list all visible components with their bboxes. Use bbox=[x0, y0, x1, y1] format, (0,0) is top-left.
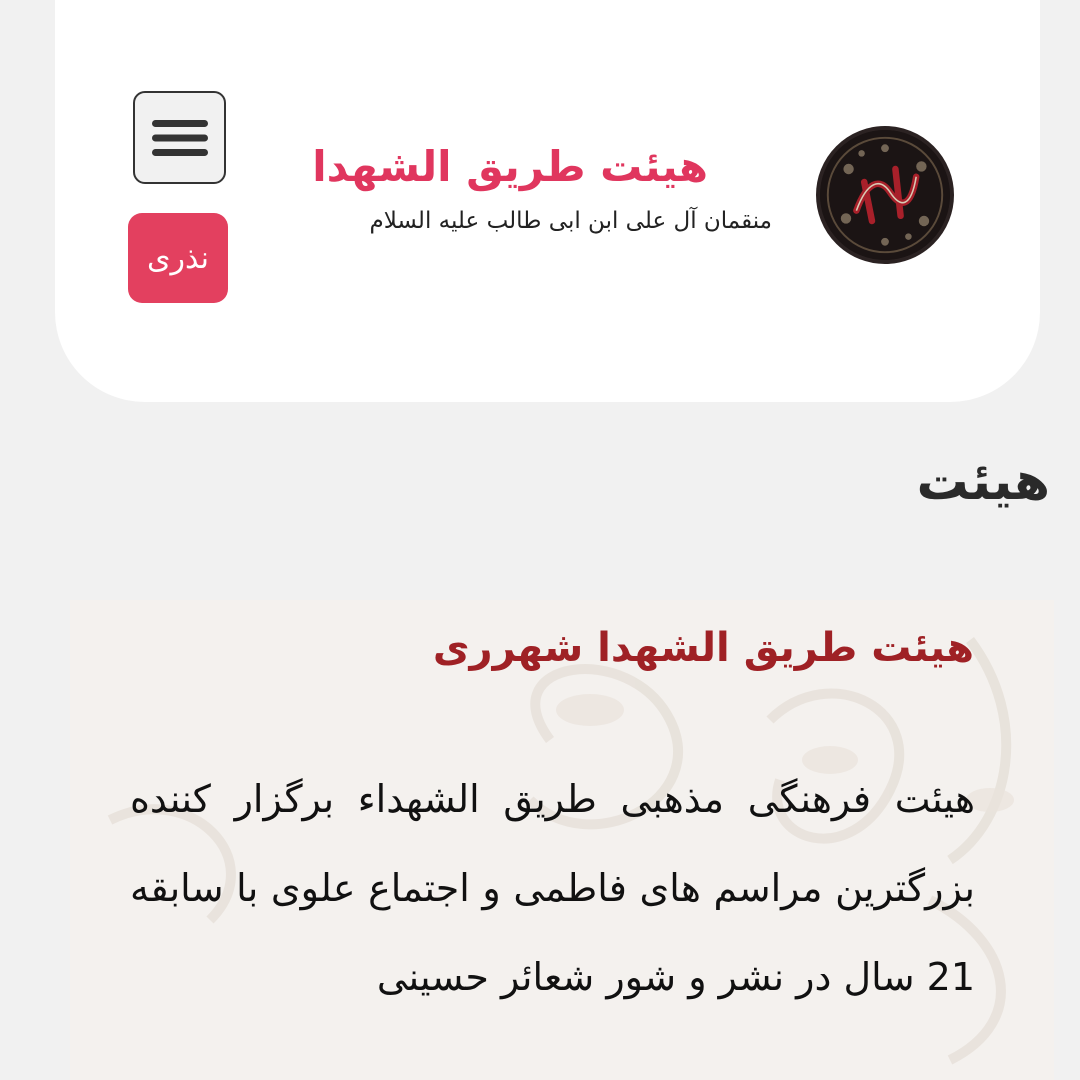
hey-at-logo-calligraphy-icon bbox=[820, 130, 950, 260]
content-title: هیئت طریق الشهدا شهرری bbox=[432, 625, 974, 671]
nazri-button[interactable]: نذری bbox=[128, 213, 228, 303]
site-title[interactable]: هیئت طریق الشهدا bbox=[312, 142, 708, 191]
hamburger-menu-icon bbox=[152, 118, 208, 158]
content-body: هیئت فرهنگی مذهبی طریق الشهداء برگزار کننده بزرگترین مراسم های فاطمی و اجتماع علوی با سابقه 21 سال در نشر و شور شعائر حسینی bbox=[130, 777, 975, 999]
section-heading: هیئت bbox=[916, 452, 1050, 512]
site-subtitle: منقمان آل علی ابن ابی طالب علیه السلام bbox=[369, 208, 772, 234]
menu-button[interactable] bbox=[133, 91, 226, 184]
site-logo[interactable] bbox=[816, 126, 954, 264]
